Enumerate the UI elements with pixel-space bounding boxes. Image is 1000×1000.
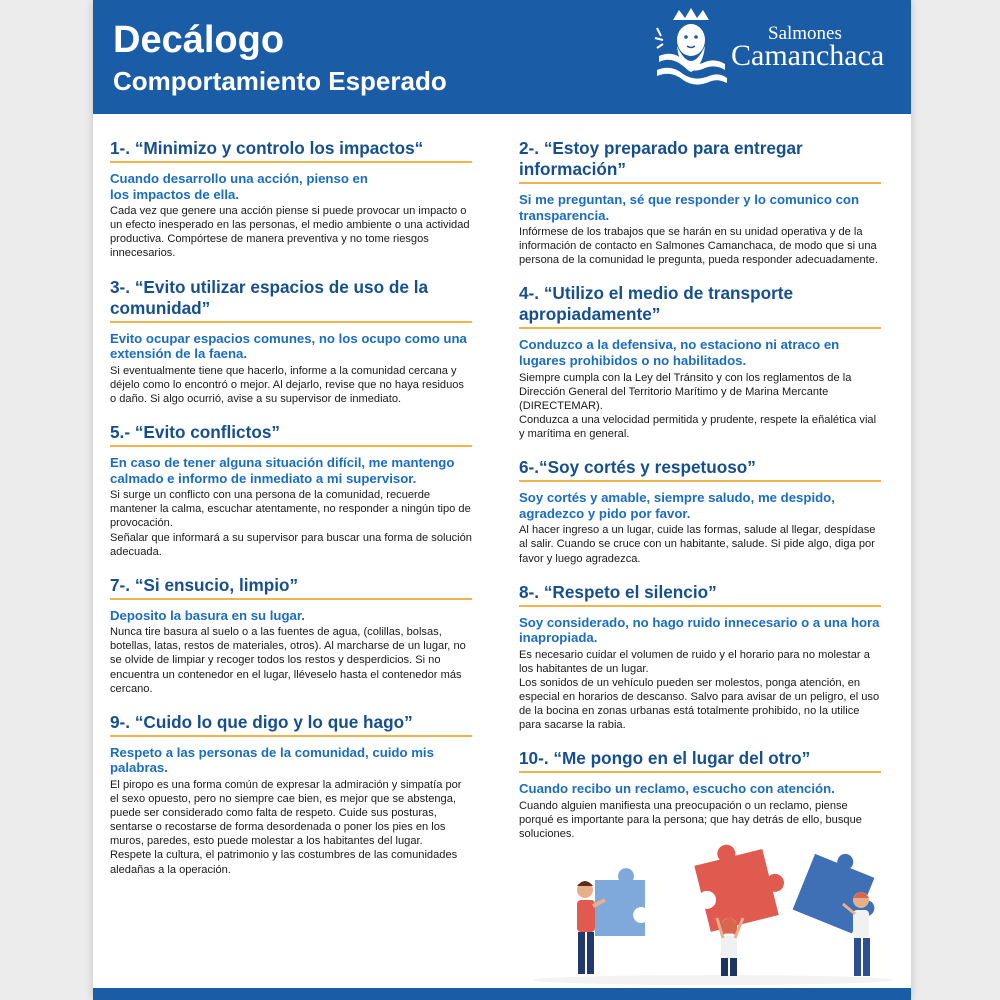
- rule-heading: 4-. “Utilizo el medio de transporte apropiadamente”: [519, 283, 881, 329]
- right-column: [519, 138, 881, 857]
- rule-lead: Cuando desarrollo una acción, pienso en los impactos de ella.: [110, 171, 368, 202]
- person-middle-icon: [717, 918, 743, 976]
- rule-lead: Soy considerado, no hago ruido innecesario o a una hora inapropiada.: [519, 614, 880, 646]
- rule-heading: 3-. “Evito utilizar espacios de uso de la comunidad”: [110, 277, 472, 323]
- rule-8: [519, 582, 881, 733]
- rule-1: [110, 138, 472, 261]
- rule-heading: 6-.“Soy cortés y respetuoso”: [519, 457, 881, 482]
- rule-heading: 8-. “Respeto el silencio”: [519, 582, 881, 607]
- rule-lead: Deposito la basura en su lugar.: [110, 607, 305, 623]
- rule-body: Es necesario cuidar el volumen de ruido y el horario para no molestar a los habitantes de un lugar. Los sonidos de un vehículo pueden ser molestos, ponga atención, en especial en horarios de descanso. Salvo para avisar de un peligro, el uso de la bocina en zonas urbanas está totalmente prohibido, no la utilice para sacarse la rabia.: [519, 648, 880, 732]
- rule-body: Nunca tire basura al suelo o a las fuentes de agua, (colillas, bolsas, botellas, latas, restos de materiales, otros). Al marcharse de un lugar, no se olvide de limpiar y recoger todos los restos y desperdicios. Si no encuentra un contenedor en el lugar, lléveselo hasta el contenedor más cercano.: [110, 626, 466, 695]
- rule-body: Si eventualmente tiene que hacerlo, informe a la comunidad cercana y déjelo como lo encontró o mejor. Al dejarlo, revise que no haya residuos o daño. Si algo ocurrió, avise a su supervisor de inmediato.: [110, 364, 464, 405]
- puzzle-piece-red-icon: [691, 840, 791, 932]
- rule-lead: Evito ocupar espacios comunes, no los ocupo como una extensión de la faena.: [110, 330, 467, 362]
- rule-9: [110, 712, 472, 877]
- king-face-logo-icon: [653, 6, 733, 90]
- rule-body: Al hacer ingreso a un lugar, cuide las formas, salude al llegar, despídase al salir. Cuando se cruce con un habitante, salude. Si pide algo, diga por favor y luego agradezca.: [519, 524, 876, 565]
- footer-bar: [93, 988, 911, 1000]
- rule-10: [519, 748, 881, 841]
- rule-heading: 2-. “Estoy preparado para entregar información”: [519, 138, 881, 184]
- logo-text-salmones: Salmones: [768, 23, 842, 44]
- decalogo-sheet: [93, 0, 911, 1000]
- header-banner: [93, 0, 911, 114]
- rule-7: [110, 575, 472, 696]
- company-logo: [653, 6, 903, 90]
- rule-heading: 7-. “Si ensucio, limpio”: [110, 575, 472, 600]
- rule-heading: 5.- “Evito conflictos”: [110, 422, 472, 447]
- rule-heading: 10-. “Me pongo en el lugar del otro”: [519, 748, 881, 773]
- rule-heading: 9-. “Cuido lo que digo y lo que hago”: [110, 712, 472, 737]
- rule-body: Cada vez que genere una acción piense si puede provocar un impacto o un efecto inesperado en las personas, el medio ambiente o una actividad productiva. Compórtese de manera preventiva y no tome riesgos innecesarios.: [110, 205, 470, 260]
- logo-text-camanchaca: Camanchaca: [731, 39, 885, 72]
- rule-2: [519, 138, 881, 267]
- rule-lead: Respeto a las personas de la comunidad, cuido mis palabras.: [110, 744, 434, 776]
- rule-body: Siempre cumpla con la Ley del Tránsito y con los reglamentos de la Dirección General del Territorio Marítimo y de Marina Mercante (DIRECTEMAR). Conduzca a una velocidad permitida y prudente, respete la eñalética vial y marítima en general.: [519, 371, 877, 441]
- page-subtitle: Comportamiento Esperado: [113, 66, 447, 96]
- rule-lead: En caso de tener alguna situación difícil, me mantengo calmado e informo de inmediato a mi supervisor.: [110, 455, 455, 486]
- rule-body: Cuando alguien manifiesta una preocupación o un reclamo, piense porqué es importante para la persona; que hay detrás de ello, busque soluciones.: [519, 799, 862, 841]
- rule-body: El piropo es una forma común de expresar la admiración y simpatía por el sexo opuesto, pero no siempre cae bien, es mejor que se abstenga, puede ser considerado como falta de respeto. Cuide sus posturas, sentarse o recostarse de forma desordenada o poner los pies en los muros, paredes, esto puede molestar a los habitantes del lugar. Respete la cultura, el patrimonio y las costumbres de las comunidades aledañas a la operación.: [110, 778, 462, 876]
- rule-lead: Si me preguntan, sé que responder y lo comunico con transparencia.: [519, 192, 860, 223]
- rule-body: Si surge un conflicto con una persona de la comunidad, recuerde mantener la calma, escuchar atentamente, no responder a ningún tipo de provocación. Señalar que informará a su supervisor para buscar una forma de solución adecuada.: [110, 489, 472, 558]
- puzzle-piece-blue-icon: [793, 843, 890, 938]
- left-column: [110, 138, 472, 893]
- rule-lead: Conduzco a la defensiva, no estaciono ni atraco en lugares prohibidos o no habilitados.: [519, 337, 840, 369]
- people-with-puzzle-pieces-illustration: [523, 840, 903, 986]
- page-title: Decálogo: [113, 19, 285, 61]
- rule-lead: Soy cortés y amable, siempre saludo, me despido, agradezco y pido por favor.: [519, 490, 835, 521]
- rule-5: [110, 422, 472, 559]
- rule-heading: 1-. “Minimizo y controlo los impactos“: [110, 138, 472, 163]
- rule-body: Infórmese de los trabajos que se harán en su unidad operativa y de la información de contacto en Salmones Camanchaca, de modo que si una persona de la comunidad le pregunta, pueda responder adecuadamente.: [519, 226, 878, 267]
- rule-6: [519, 457, 881, 565]
- rule-3: [110, 277, 472, 406]
- rule-lead: Cuando recibo un reclamo, escucho con atención.: [519, 781, 835, 797]
- rule-4: [519, 283, 881, 441]
